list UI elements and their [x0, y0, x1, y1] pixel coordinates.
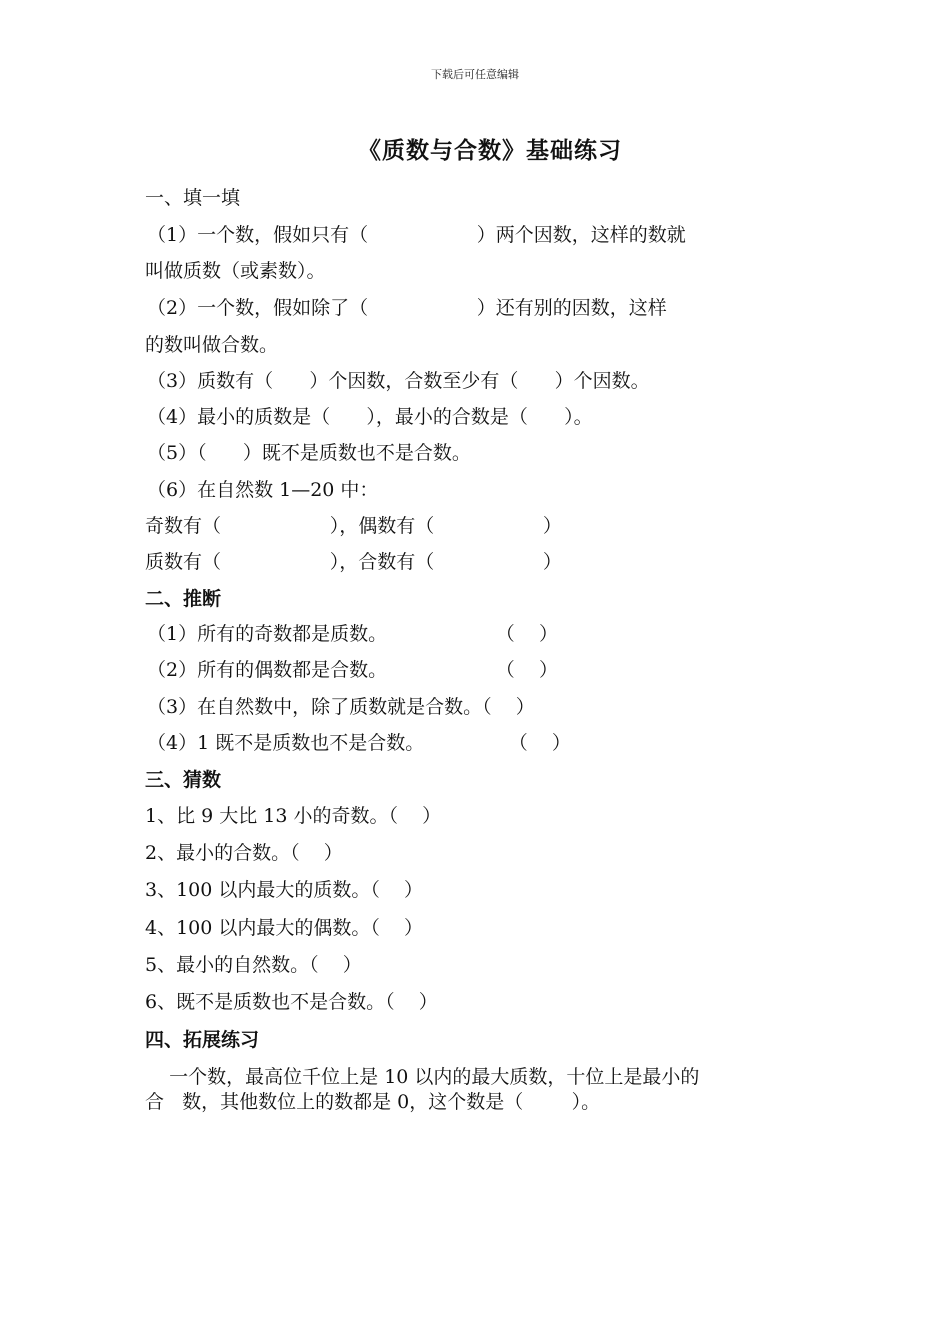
extension-line-1: 一个数，最高位千位上是 10 以内的最大质数，十位上是最小的	[145, 1066, 700, 1088]
judge-item-2: （2）所有的偶数都是合数。 （ ）	[147, 659, 558, 681]
section4-heading: 四、拓展练习	[145, 1029, 260, 1051]
question-3: （3）质数有（ ）个因数，合数至少有（ ）个因数。	[147, 370, 650, 392]
page-title: 《质数与合数》基础练习	[358, 137, 622, 164]
extension-line-2: 合 数，其他数位上的数都是 0，这个数是（ ）。	[145, 1091, 601, 1113]
question-6-odd-even: 奇数有（ ），偶数有（ ）	[145, 515, 562, 537]
judge-item-3: （3）在自然数中，除了质数就是合数。（ ）	[147, 696, 535, 718]
question-2-line-1: （2）一个数，假如除了（ ）还有别的因数，这样	[147, 297, 667, 319]
guess-item-6: 6、既不是质数也不是合数。（ ）	[145, 991, 438, 1013]
judge-item-1: （1）所有的奇数都是质数。 （ ）	[147, 623, 558, 645]
guess-item-1: 1、比 9 大比 13 小的奇数。（ ）	[145, 805, 442, 827]
section3-heading: 三、猜数	[145, 769, 222, 791]
guess-item-3: 3、100 以内最大的质数。（ ）	[145, 879, 424, 901]
section2-heading: 二、推断	[145, 588, 222, 610]
guess-item-4: 4、100 以内最大的偶数。（ ）	[145, 917, 424, 939]
question-4: （4）最小的质数是（ ），最小的合数是（ ）。	[147, 406, 593, 428]
question-2-line-2: 的数叫做合数。	[145, 334, 279, 356]
question-5: （5）（ ）既不是质数也不是合数。	[147, 442, 471, 464]
question-6-prime-composite: 质数有（ ），合数有（ ）	[145, 551, 562, 573]
guess-item-5: 5、最小的自然数。（ ）	[145, 954, 362, 976]
question-1-line-1: （1）一个数，假如只有（ ）两个因数，这样的数就	[147, 224, 686, 246]
section1-heading: 一、填一填	[145, 187, 241, 209]
question-1-line-2: 叫做质数（或素数）。	[145, 260, 326, 282]
question-6: （6）在自然数 1—20 中：	[147, 479, 379, 501]
judge-item-4: （4）1 既不是质数也不是合数。 （ ）	[147, 732, 571, 754]
guess-item-2: 2、最小的合数。（ ）	[145, 842, 343, 864]
header-note: 下载后可任意编辑	[431, 68, 519, 81]
